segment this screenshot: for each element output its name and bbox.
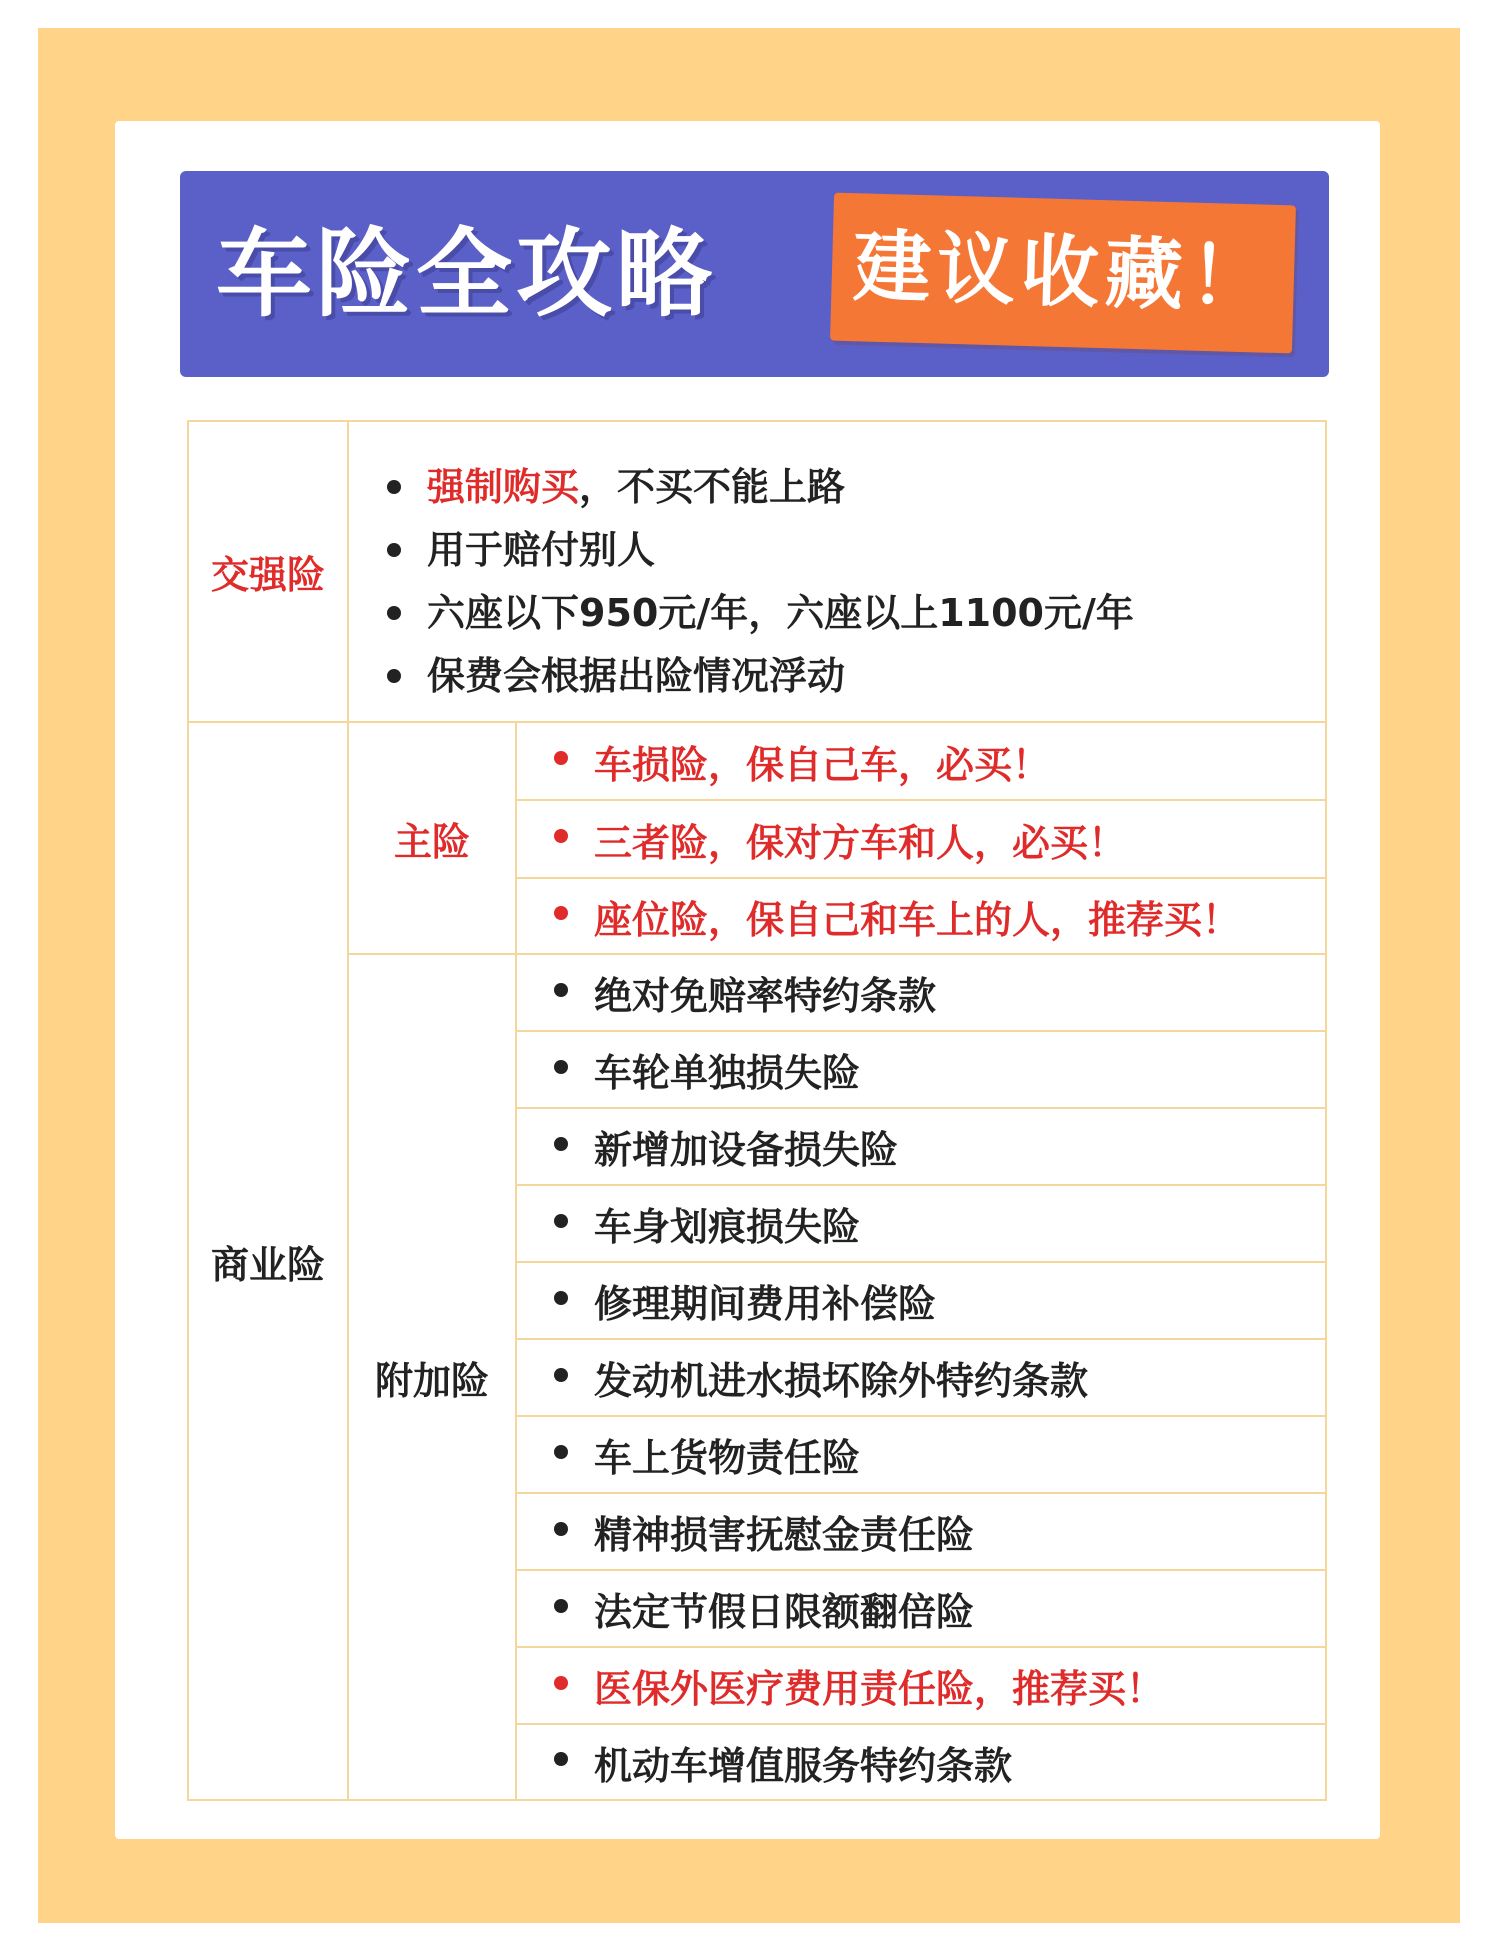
list-item xyxy=(387,645,1325,708)
item-text: 车轮单独损失险 xyxy=(594,1051,861,1095)
item-text: 车身划痕损失险 xyxy=(594,1205,861,1249)
main-item-third-party xyxy=(515,799,1327,879)
bullet-icon xyxy=(554,983,568,997)
main-item-seat xyxy=(515,877,1327,955)
insurance-table xyxy=(187,420,1327,1801)
list-item xyxy=(387,519,1325,582)
bullet-icon xyxy=(387,669,401,683)
item-text: 精神损害抚慰金责任险 xyxy=(594,1513,975,1557)
item-text: 车上货物责任险 xyxy=(594,1436,861,1480)
item-text: 发动机进水损坏除外特约条款 xyxy=(594,1359,1089,1403)
bookmark-tag xyxy=(830,193,1296,354)
addon-item xyxy=(515,1261,1327,1340)
item-text: 车损险，保自己车，必买！ xyxy=(594,742,1051,787)
bullet-text: 用于赔付别人 xyxy=(427,528,656,572)
item-text: 绝对免赔率特约条款 xyxy=(594,974,937,1018)
bullet-icon xyxy=(554,1445,568,1459)
item-text: 机动车增值服务特约条款 xyxy=(594,1743,1013,1788)
bullet-icon xyxy=(554,829,568,843)
bullet-icon xyxy=(554,1676,568,1690)
bullet-icon xyxy=(554,1599,568,1613)
addon-item xyxy=(515,1492,1327,1571)
bullet-icon xyxy=(554,1368,568,1382)
item-text: 医保外医疗费用责任险，推荐买！ xyxy=(594,1667,1165,1711)
item-text: 法定节假日限额翻倍险 xyxy=(594,1590,975,1634)
category-jiaoqiang: 交强险 xyxy=(187,420,349,723)
bullet-icon xyxy=(554,1214,568,1228)
highlight-text: 强制购买 xyxy=(427,465,580,509)
main-item-car-damage xyxy=(515,721,1327,801)
bullet-icon xyxy=(554,1522,568,1536)
bullet-text: ，不买不能上路 xyxy=(579,465,846,509)
item-text: 新增加设备损失险 xyxy=(594,1128,899,1172)
header-banner xyxy=(180,171,1329,377)
item-text: 三者险，保对方车和人，必买！ xyxy=(594,820,1127,865)
bullet-text: 六座以下950元/年，六座以上1100元/年 xyxy=(427,591,1134,635)
subcategory-main: 主险 xyxy=(347,721,517,955)
bullet-icon xyxy=(387,543,401,557)
bullet-icon xyxy=(554,1137,568,1151)
bullet-icon xyxy=(554,751,568,765)
addon-item xyxy=(515,1107,1327,1186)
bullet-text: 保费会根据出险情况浮动 xyxy=(427,654,846,698)
addon-item-recommended xyxy=(515,1646,1327,1725)
jiaoqiang-details xyxy=(347,420,1327,723)
bullet-icon xyxy=(554,906,568,920)
addon-item xyxy=(515,1723,1327,1801)
addon-item xyxy=(515,1415,1327,1494)
item-text: 座位险，保自己和车上的人，推荐买！ xyxy=(594,897,1241,942)
addon-item xyxy=(515,1569,1327,1648)
category-shangye: 商业险 xyxy=(187,721,349,1801)
bullet-icon xyxy=(554,1752,568,1766)
bullet-icon xyxy=(387,606,401,620)
bullet-icon xyxy=(387,480,401,494)
page-title: 车险全攻略 xyxy=(216,218,716,330)
addon-item xyxy=(515,1338,1327,1417)
addon-item xyxy=(515,1030,1327,1109)
item-text: 修理期间费用补偿险 xyxy=(594,1282,937,1326)
addon-item xyxy=(515,1184,1327,1263)
list-item xyxy=(387,582,1325,645)
bullet-icon xyxy=(554,1291,568,1305)
list-item xyxy=(387,456,1325,519)
subcategory-addon: 附加险 xyxy=(347,953,517,1801)
bookmark-tag-text: 建议收藏！ xyxy=(851,222,1275,324)
bullet-icon xyxy=(554,1060,568,1074)
addon-item xyxy=(515,953,1327,1032)
